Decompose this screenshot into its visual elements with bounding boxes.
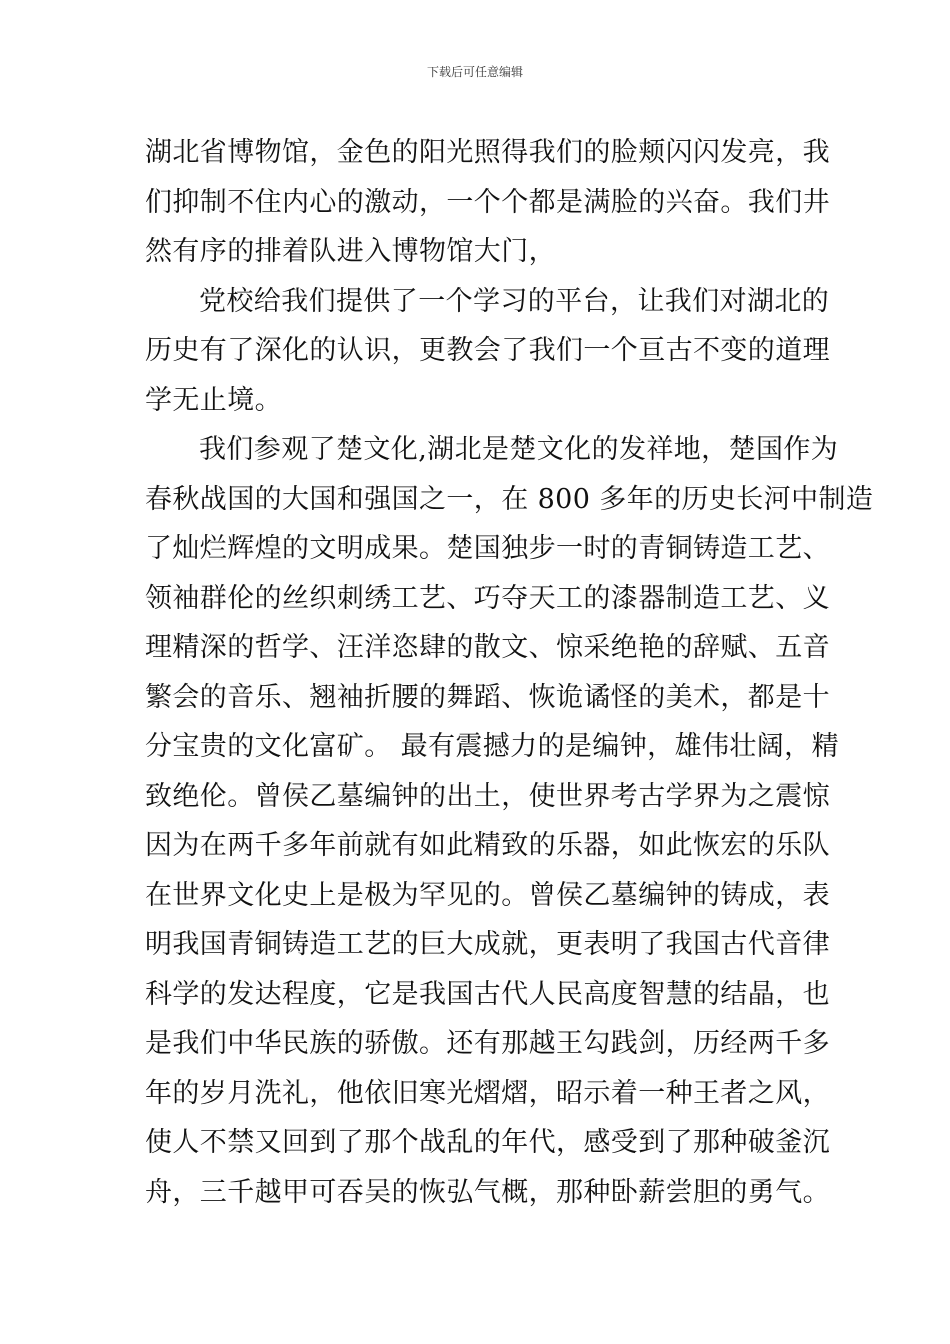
- text-line: 因为在两千多年前就有如此精致的乐器，如此恢宏的乐队: [145, 830, 830, 861]
- text-line: 了灿烂辉煌的文明成果。楚国独步一时的青铜铸造工艺、: [145, 533, 830, 564]
- text-line: 在世界文化史上是极为罕见的。曾侯乙墓编钟的铸成，表: [145, 879, 830, 911]
- text-line: 领袖群伦的丝织刺绣工艺、巧夺天工的漆器制造工艺、义: [145, 582, 830, 614]
- paragraph-start-line: 我们参观了楚文化,湖北是楚文化的发祥地，楚国作为: [199, 434, 839, 465]
- paragraph-start-line: 党校给我们提供了一个学习的平台，让我们对湖北的: [199, 285, 830, 317]
- text-line: 是我们中华民族的骄傲。还有那越王勾践剑，历经两千多: [145, 1028, 830, 1059]
- text-line: 年的岁月洗礼，他依旧寒光熠熠，昭示着一种王者之风，: [145, 1077, 830, 1109]
- text-line: 学无止境。: [145, 384, 282, 416]
- text-line: 繁会的音乐、翘袖折腰的舞蹈、恢诡谲怪的美术，都是十: [145, 681, 830, 713]
- text-line: 使人不禁又回到了那个战乱的年代，感受到了那种破釜沉: [145, 1127, 830, 1158]
- document-body: [145, 128, 874, 1217]
- text-line: 分宝贵的文化富矿。 最有震撼力的是编钟，雄伟壮阔，精: [145, 731, 839, 762]
- text-line: 科学的发达程度，它是我国古代人民高度智慧的结晶，也: [145, 978, 830, 1010]
- page-header-note: 下载后可任意编辑: [426, 65, 523, 79]
- text-line: 然有序的排着队进入博物馆大门，: [145, 236, 556, 267]
- text-line: 舟，三千越甲可吞吴的恢弘气概，那种卧薪尝胆的勇气。: [145, 1176, 830, 1208]
- text-line: 致绝伦。曾侯乙墓编钟的出土，使世界考古学界为之震惊: [145, 780, 830, 812]
- text-line: 湖北省博物馆，金色的阳光照得我们的脸颊闪闪发亮，我: [145, 137, 830, 168]
- text-line: 春秋战国的大国和强国之一，在 800 多年的历史长河中制造: [145, 483, 874, 515]
- text-line: 理精深的哲学、汪洋恣肆的散文、惊采绝艳的辞赋、五音: [145, 632, 830, 663]
- text-line: 明我国青铜铸造工艺的巨大成就，更表明了我国古代音律: [145, 929, 830, 960]
- text-line: 历史有了深化的认识，更教会了我们一个亘古不变的道理: [145, 335, 830, 366]
- text-line: 们抑制不住内心的激动，一个个都是满脸的兴奋。我们井: [145, 186, 830, 218]
